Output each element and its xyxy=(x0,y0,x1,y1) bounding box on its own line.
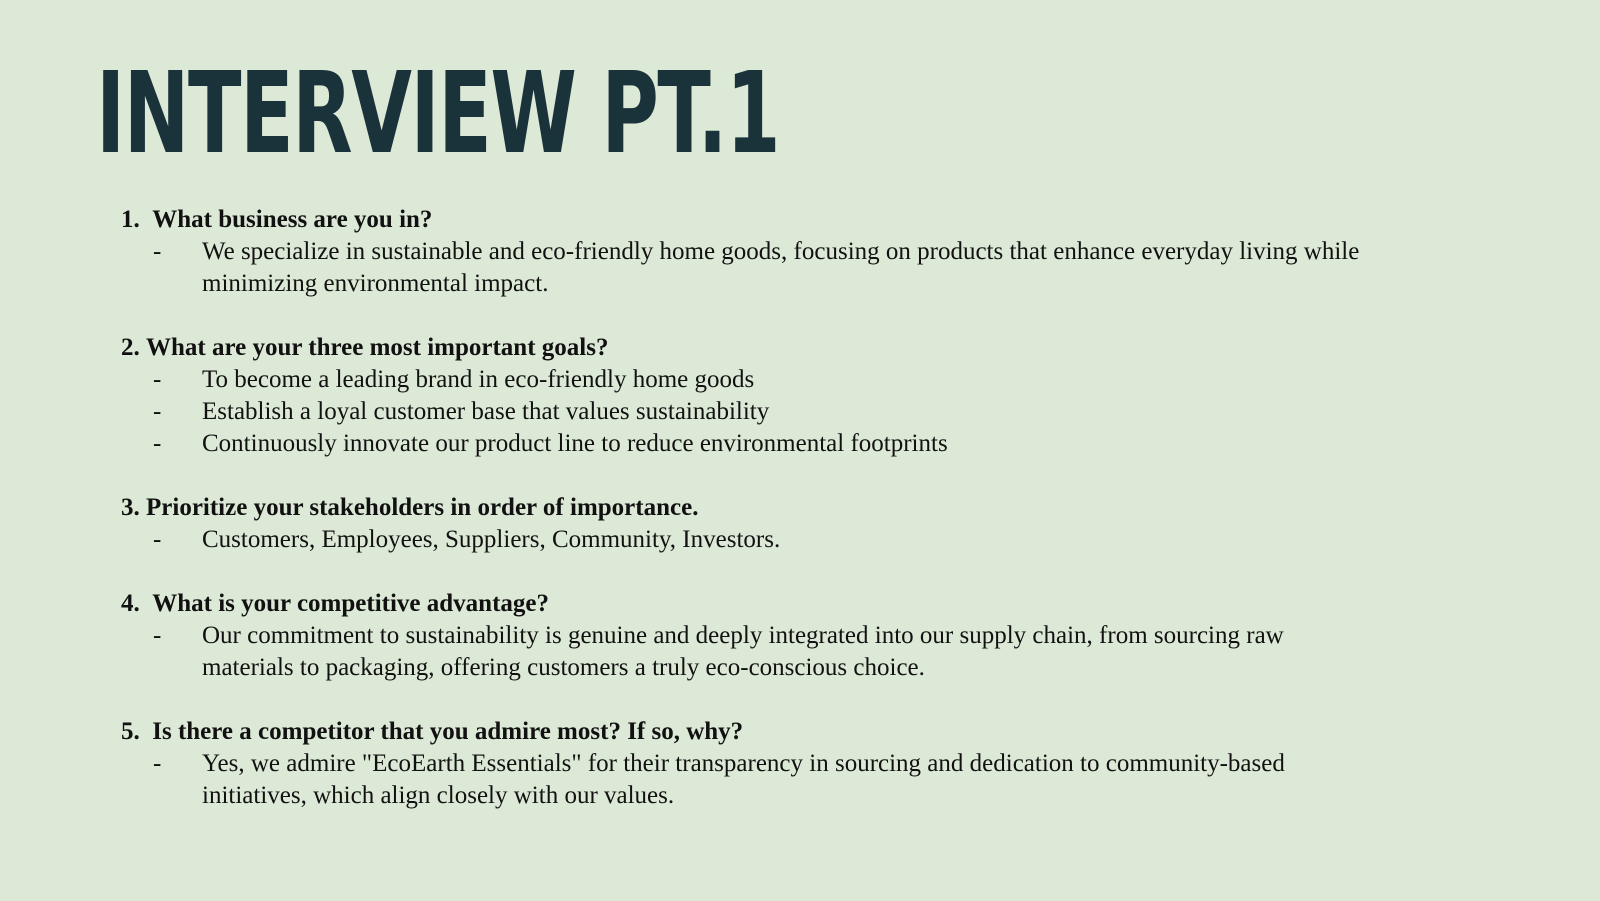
question-number: 1. xyxy=(121,206,140,233)
question-text: What are your three most important goals? xyxy=(146,334,609,361)
bullet-dash: - xyxy=(153,398,162,425)
question-heading xyxy=(121,588,1421,620)
answer-item xyxy=(121,236,1362,300)
question-section-3 xyxy=(121,492,1421,556)
answer-text: Our commitment to sustainability is genuine and deeply integrated into our supply chain, from sourcing raw materials to packaging, offering customers a truly eco-conscious choice. xyxy=(202,622,1284,681)
bullet-dash: - xyxy=(153,366,162,393)
bullet-dash: - xyxy=(153,750,162,777)
question-text: Prioritize your stakeholders in order of importance. xyxy=(146,494,699,521)
answer-item xyxy=(121,748,1362,812)
answer-list xyxy=(121,524,1421,556)
answer-item xyxy=(121,396,1362,428)
question-text: What is your competitive advantage? xyxy=(152,590,549,617)
question-section-1 xyxy=(121,204,1421,300)
question-text: What business are you in? xyxy=(152,206,433,233)
answer-item xyxy=(121,428,1362,460)
interview-content xyxy=(121,204,1421,844)
answer-item xyxy=(121,364,1362,396)
answer-list xyxy=(121,748,1421,812)
question-section-4 xyxy=(121,588,1421,684)
answer-list xyxy=(121,236,1421,300)
question-section-5 xyxy=(121,716,1421,812)
answer-list xyxy=(121,620,1421,684)
answer-item xyxy=(121,524,1362,556)
question-heading xyxy=(121,204,1421,236)
question-heading xyxy=(121,716,1421,748)
answer-text: Continuously innovate our product line to reduce environmental footprints xyxy=(202,430,948,457)
bullet-dash: - xyxy=(153,526,162,553)
answer-text: To become a leading brand in eco-friendly home goods xyxy=(202,366,755,393)
question-number: 3. xyxy=(121,494,140,521)
question-number: 5. xyxy=(121,718,140,745)
answer-text: Yes, we admire "EcoEarth Essentials" for their transparency in sourcing and dedication to community-based initiatives, which align closely with our values. xyxy=(202,750,1285,809)
question-text: Is there a competitor that you admire most? If so, why? xyxy=(152,718,744,745)
bullet-dash: - xyxy=(153,430,162,457)
question-section-2 xyxy=(121,332,1421,460)
question-heading xyxy=(121,332,1421,364)
answer-item xyxy=(121,620,1362,684)
bullet-dash: - xyxy=(153,238,162,265)
bullet-dash: - xyxy=(153,622,162,649)
answer-text: Customers, Employees, Suppliers, Community, Investors. xyxy=(202,526,781,553)
question-number: 2. xyxy=(121,334,140,361)
question-heading xyxy=(121,492,1421,524)
answer-text: Establish a loyal customer base that values sustainability xyxy=(202,398,770,425)
answer-text: We specialize in sustainable and eco-friendly home goods, focusing on products that enhance everyday living while minimizing environmental impact. xyxy=(202,238,1360,297)
slide-title: INTERVIEW PT.1 xyxy=(96,49,780,179)
question-number: 4. xyxy=(121,590,140,617)
answer-list xyxy=(121,364,1421,460)
